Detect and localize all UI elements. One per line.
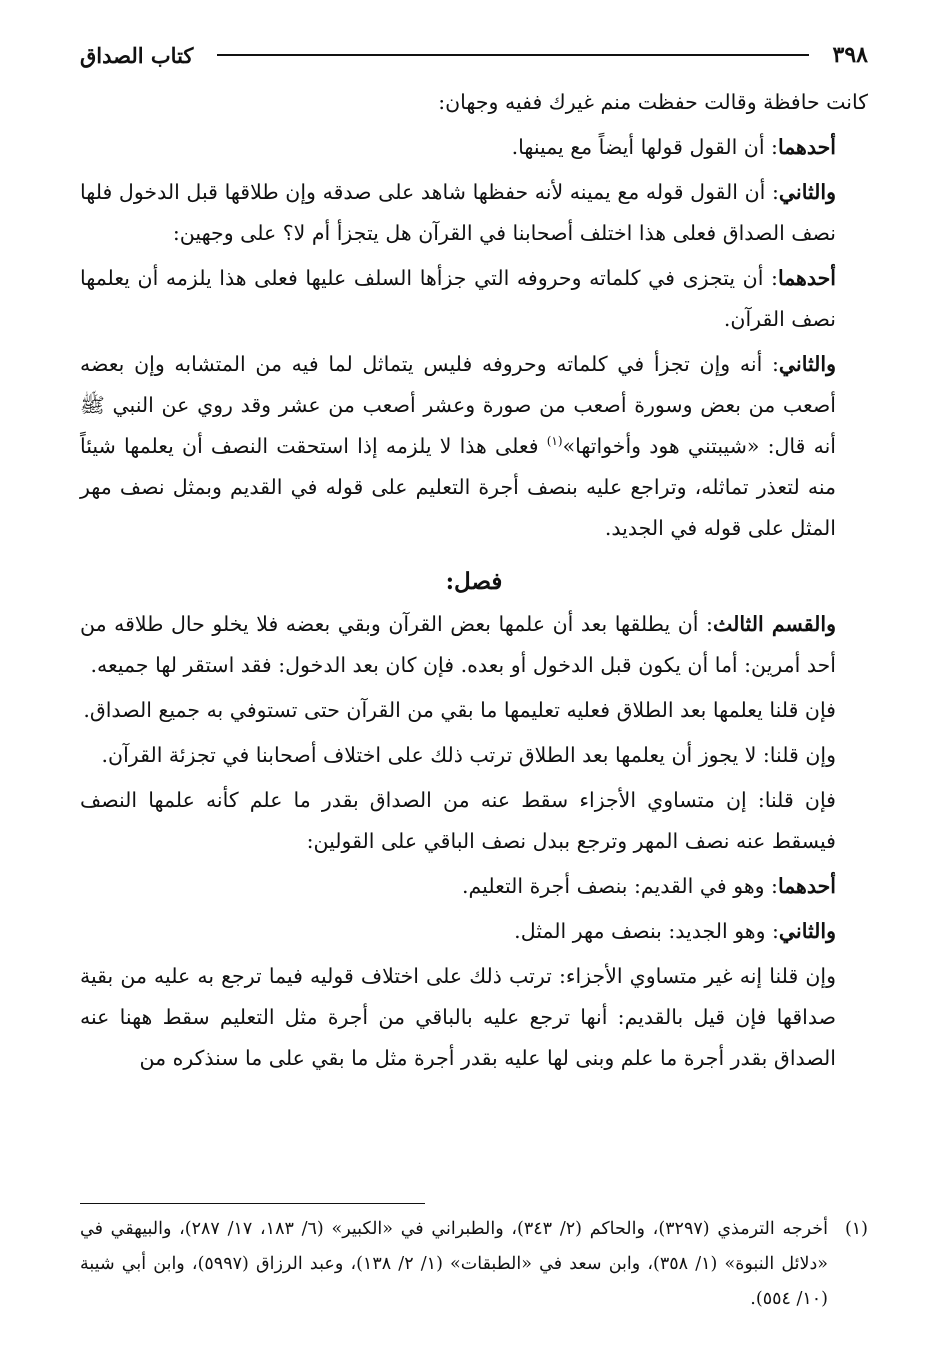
- paragraph-lead: أحدهما: [777, 874, 836, 898]
- paragraph-text: فعلى هذا لا يلزمه إذا استحقت النصف أن يعلمها شيئاً منه لتعذر تماثله، وتراجع عليه بنصف أجرة التعليم على قوله في القديم وبمثل نصف مهر المثل على قوله في الجديد.: [80, 434, 836, 540]
- paragraph: [80, 780, 868, 862]
- paragraph: [80, 172, 868, 254]
- paragraph-lead: والثاني: [778, 919, 836, 943]
- paragraph: [80, 911, 868, 952]
- paragraph-text: : أن يتجزى في كلماته وحروفه التي جزأها السلف عليها فعلى هذا يلزمه أن يعلمها نصف القرآن.: [80, 266, 836, 331]
- paragraph: [80, 956, 868, 1079]
- footnote-number: (١): [844, 1219, 868, 1239]
- paragraph-text: : أن القول قولها أيضاً مع يمينها.: [511, 135, 778, 159]
- footnote-separator: [80, 1203, 425, 1204]
- paragraph-lead: أحدهما: [777, 135, 836, 159]
- main-text: [80, 82, 868, 1083]
- page-header: [80, 38, 868, 72]
- paragraph-text: وإن قلنا: لا يجوز أن يعلمها بعد الطلاق ترتب ذلك على اختلاف أصحابنا في تجزئة القرآن.: [101, 743, 836, 767]
- running-title: كتاب الصداق: [80, 42, 194, 68]
- footnote: [80, 1212, 868, 1317]
- paragraph: [80, 690, 868, 731]
- paragraph-text: : أن القول قوله مع يمينه لأنه حفظها شاهد على صدقه وإن طلاقها قبل الدخول فلها نصف الصداق فعلى هذا اختلف أصحابنا في القرآن هل يتجزأ أم لا؟ على وجهين:: [80, 180, 836, 245]
- paragraph-lead: والثاني: [778, 180, 836, 204]
- paragraph-lead: والثاني: [778, 352, 836, 376]
- paragraph-text: كانت حافظة وقالت حفظت منم غيرك ففيه وجهان:: [438, 90, 868, 114]
- paragraph: [80, 127, 868, 168]
- paragraph: [80, 82, 868, 123]
- paragraph: [80, 866, 868, 907]
- paragraph-text: فإن قلنا يعلمها بعد الطلاق فعليه تعليمها ما بقي من القرآن حتى تستوفي به جميع الصداق.: [83, 698, 836, 722]
- paragraph-text: فإن قلنا: إن متساوي الأجزاء سقط عنه من الصداق بقدر ما علم كأنه علمها النصف فيسقط عنه نصف المهر وترجع ببدل نصف الباقي على القولين:: [80, 788, 836, 853]
- paragraph: [80, 735, 868, 776]
- footnote-marker[interactable]: (١): [546, 434, 563, 449]
- header-rule: [217, 54, 808, 56]
- paragraph-text: : وهو في القديم: بنصف أجرة التعليم.: [461, 874, 778, 898]
- paragraph-lead: أحدهما: [777, 266, 836, 290]
- page-number: ٣٩٨: [832, 42, 868, 68]
- paragraph-text: وإن قلنا إنه غير متساوي الأجزاء: ترتب ذلك على اختلاف قوليه فيما ترجع به عليه من بقية صداقها فإن قيل بالقديم: أنها ترجع عليه بالباقي من أجرة مثل التعليم سقط ههنا عنه الصداق بقدر أجرة ما علم وبنى لها عليه بقدر أجرة مثل ما بقي على ما سنذكره من: [80, 964, 836, 1070]
- paragraph: [80, 344, 868, 549]
- paragraph: [80, 604, 868, 686]
- section-heading: فصل:: [445, 568, 503, 595]
- page: [80, 0, 868, 1370]
- paragraph-text: : أنه وإن تجزأ في كلماته وحروفه فليس يتماثل لما فيه من المتشابه وإن بعضه أصعب من بعض وسورة أصعب من صورة وعشر أصعب من عشر وقد روي عن النبي ﷺ أنه قال: «شيبتني هود وأخواتها»: [80, 352, 836, 458]
- paragraph-text: : أن يطلقها بعد أن علمها بعض القرآن وبقي بعضه فلا يخلو حال طلاقه من أحد أمرين: أما أن يكون قبل الدخول أو بعده. فإن كان بعد الدخول: فقد استقر لها جميعه.: [80, 612, 836, 677]
- footnote-text: أخرجه الترمذي (٣٢٩٧)، والحاكم (٢/ ٣٤٣)، والطبراني في «الكبير» (٦/ ١٨٣، ١٧/ ٢٨٧)، والبيهقي في «دلائل النبوة» (١/ ٣٥٨)، وابن سعد في «الطبقات» (١/ ٢/ ١٣٨)، وعبد الرزاق (٥٩٩٧)، وابن أبي شيبة (١٠/ ٥٥٤).: [80, 1219, 828, 1309]
- paragraph-lead: والقسم الثالث: [712, 612, 836, 636]
- paragraph-text: : وهو الجديد: بنصف مهر المثل.: [514, 919, 779, 943]
- paragraph: [80, 258, 868, 340]
